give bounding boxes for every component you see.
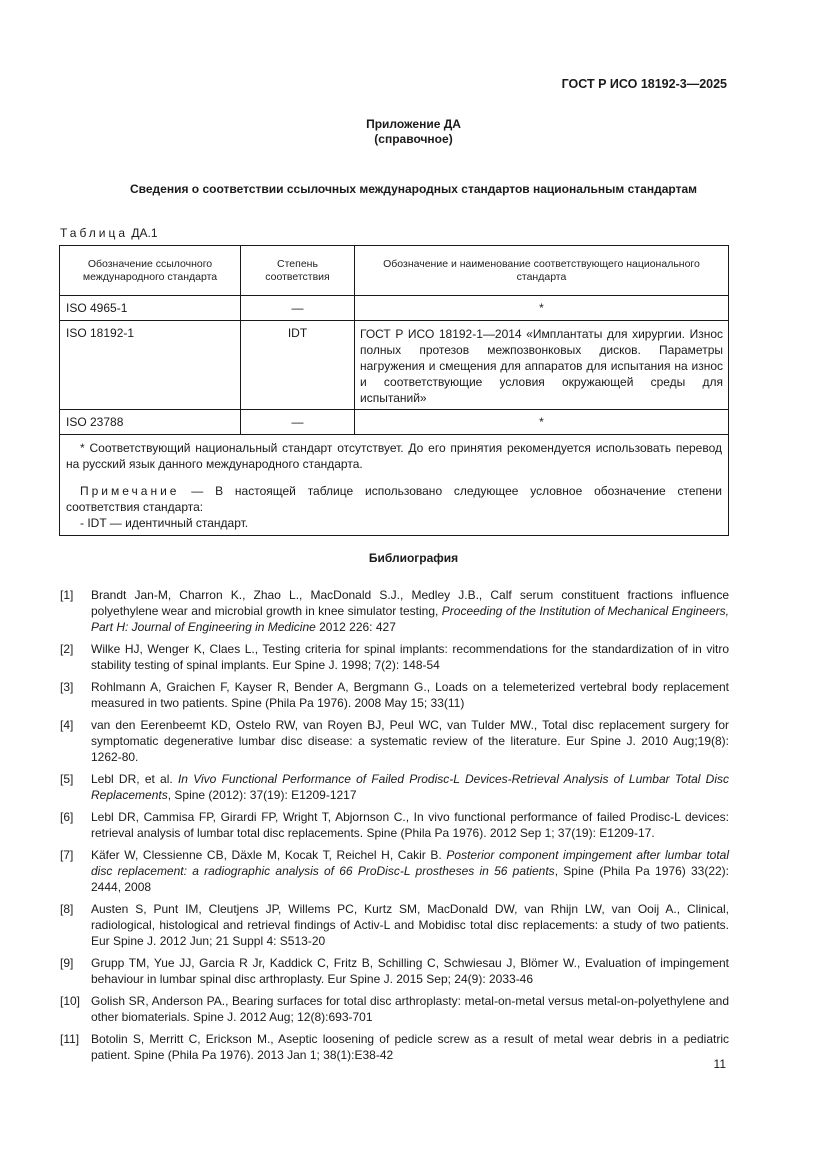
ref-number: [3] <box>60 680 74 694</box>
bibliography-item <box>60 901 729 949</box>
ref-text: Rohlmann A, Graichen F, Kayser R, Bender A, Bergmann G., Loads on a telemeterized vertebral body replacement measured in two patients. Spine (Phila Pa 1976). 2008 May 15; 33(11) <box>91 680 729 710</box>
bibliography-item <box>60 587 729 635</box>
ref-number: [5] <box>60 772 74 786</box>
bibliography-item <box>60 717 729 765</box>
ref-number: [1] <box>60 588 74 602</box>
table-footnote: * Соответствующий национальный стандарт отсутствует. До его принятия рекомендуется использовать перевод на русский язык данного международного стандарта. <box>66 441 722 471</box>
standard-code: ГОСТ Р ИСО 18192-3—2025 <box>561 77 727 91</box>
table-label-number: ДА.1 <box>131 226 158 240</box>
table-row <box>60 410 729 435</box>
ref-text: Lebl DR, et al. In Vivo Functional Performance of Failed Prodisc-L Devices-Retrieval Analysis of Lumbar Total Disc Replacements, Spine (2012): 37(19): E1209-1217 <box>91 772 729 802</box>
ref-number: [10] <box>60 994 81 1008</box>
cell-reference: ISO 23788 <box>60 410 241 435</box>
ref-text: Brandt Jan-M, Charron K., Zhao L., MacDonald S.J., Medley J.B., Calf serum constituent fractions influence polyethylene wear and microbial growth in knee simulator testing, Proceeding of the Institution of Mechanical Engineers, Part H: Journal of Engineering in Medicine 2012 226: 427 <box>91 588 729 634</box>
bibliography-list <box>60 587 729 1069</box>
cell-degree: — <box>241 410 355 435</box>
table-footer-row <box>60 435 729 536</box>
note-item: - IDT — идентичный стандарт. <box>80 516 249 530</box>
bibliography-item <box>60 955 729 987</box>
ref-number: [9] <box>60 956 74 970</box>
cell-national: * <box>355 410 729 435</box>
appendix-heading <box>0 117 827 147</box>
ref-text: van den Eerenbeemt KD, Ostelo RW, van Royen BJ, Peul WC, van Tulder MW., Total disc replacement surgery for symptomatic degenerative lumbar disc disease: a systematic review of the literature. Eur Spine J. 2010 Aug;19(8): 1262-80. <box>91 718 729 764</box>
table-row <box>60 321 729 410</box>
cell-degree: IDT <box>241 321 355 410</box>
bibliography-item <box>60 641 729 673</box>
ref-number: [6] <box>60 810 74 824</box>
ref-text: Käfer W, Clessienne CB, Däxle M, Kocak T, Reichel H, Cakir B. Posterior component impingement after lumbar total disc replacement: a radiographic analysis of 66 ProDisc-L prostheses in 56 patients, Spine (Phila Pa 1976) 33(22): 2444, 2008 <box>91 848 729 894</box>
ref-number: [4] <box>60 718 74 732</box>
table-header-row <box>60 246 729 296</box>
cell-degree: — <box>241 296 355 321</box>
ref-number: [2] <box>60 642 74 656</box>
note-text: — В настоящей таблице использовано следующее условное обозначение степени соответствия стандарта: <box>66 484 722 514</box>
ref-text: Golish SR, Anderson PA., Bearing surfaces for total disc arthroplasty: metal-on-metal versus metal-on-polyethylene and other biomaterials. Spine J. 2012 Aug; 12(8):693-701 <box>91 994 729 1024</box>
table-footer <box>60 435 729 536</box>
correspondence-table <box>59 245 729 536</box>
bibliography-item <box>60 847 729 895</box>
ref-text: Wilke HJ, Wenger K, Claes L., Testing criteria for spinal implants: recommendations for the standardization of in vitro stability testing of spinal implants. Eur Spine J. 1998; 7(2): 148-54 <box>91 642 729 672</box>
ref-text: Austen S, Punt IM, Cleutjens JP, Willems PC, Kurtz SM, MacDonald DW, van Rhijn LW, van Ooij A., Clinical, radiological, histological and retrieval findings of Activ-L and Mobidisc total disc replacements: a study of two patients. Eur Spine J. 2012 Jun; 21 Suppl 4: S513-20 <box>91 902 729 948</box>
cell-reference: ISO 18192-1 <box>60 321 241 410</box>
cell-reference: ISO 4965-1 <box>60 296 241 321</box>
cell-national: * <box>355 296 729 321</box>
ref-text: Lebl DR, Cammisa FP, Girardi FP, Wright T, Abjornson C., In vivo functional performance of failed Prodisc-L devices: retrieval analysis of lumbar total disc replacements. Spine (Phila Pa 1976). 2012 Sep 1; 37(19): E1209-17. <box>91 810 729 840</box>
cell-national: ГОСТ Р ИСО 18192-1—2014 «Имплантаты для хирургии. Износ полных протезов межпозвонковых дисков. Параметры нагружения и смещения для аппаратов для испытания на износ и соответствующие условия окружающей среды для испытаний» <box>355 321 729 410</box>
bibliography-title: Библиография <box>368 551 459 565</box>
table-note <box>66 483 722 515</box>
page-number: 11 <box>713 1057 726 1071</box>
ref-text: Botolin S, Merritt C, Erickson M., Aseptic loosening of pedicle screw as a result of metal wear debris in a pediatric patient. Spine (Phila Pa 1976). 2013 Jan 1; 38(1):E38-42 <box>91 1032 729 1062</box>
ref-number: [11] <box>60 1032 80 1046</box>
bibliography-item <box>60 809 729 841</box>
ref-text: Grupp TM, Yue JJ, Garcia R Jr, Kaddick C, Fritz B, Schilling C, Schwiesau J, Blömer W., Evaluation of impingement behaviour in lumbar spinal disc arthroplasty. Eur Spine J. 2015 Sep; 24(9): 2033-46 <box>91 956 729 986</box>
table-row <box>60 296 729 321</box>
header-reference-standard: Обозначение ссылочного международного стандарта <box>60 246 241 296</box>
header-national-standard: Обозначение и наименование соответствующего национального стандарта <box>355 246 729 296</box>
header-degree: Степень соответствия <box>241 246 355 296</box>
appendix-subtitle: (справочное) <box>374 132 453 146</box>
table-label <box>60 226 158 240</box>
note-label: Примечание <box>80 484 180 498</box>
ref-number: [8] <box>60 902 74 916</box>
bibliography-item <box>60 679 729 711</box>
bibliography-item <box>60 1031 729 1063</box>
appendix-section-title: Сведения о соответствии ссылочных международных стандартов национальным стандартам <box>130 182 697 196</box>
bibliography-item <box>60 993 729 1025</box>
bibliography-item <box>60 771 729 803</box>
appendix-title: Приложение ДА <box>366 117 461 131</box>
table-label-word: Таблица <box>60 226 129 240</box>
ref-number: [7] <box>60 848 74 862</box>
